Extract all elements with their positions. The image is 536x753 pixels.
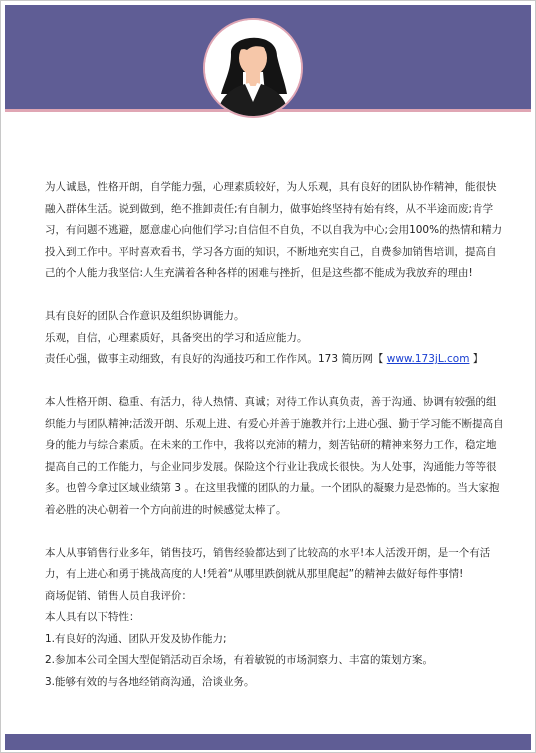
resume-body xyxy=(45,177,505,693)
ability-line-2: 乐观，自信，心理素质好，具备突出的学习和适应能力。 xyxy=(45,331,308,344)
self-evaluation-paragraph-3: 本人性格开朗、稳重、有活力，待人热情、真诚；对待工作认真负责，善于沟通、协调有较强的组织能力与团队精神;活泼开朗、乐观上进、有爱心并善于施教并行;上进心强、勤于学习能不断提高自身的能力与综合素质。在未来的工作中，我将以充沛的精力，刻苦钻研的精神来努力工作，稳定地提高自己的工作能力，与企业同步发展。保险这个行业让我成长很快。为人处事，沟通能力等等很多。也曾今拿过区域业绩第 3 。在这里我懂的团队的力量。一个团队的凝聚力是恐怖的。当大家抱着必胜的决心朝着一个方向前进的时候感觉太棒了。 xyxy=(45,396,504,516)
self-evaluation-paragraph-1: 为人诚恳，性格开朗，自学能力强，心理素质较好，为人乐观，具有良好的团队协作精神，能很快融入群体生活。说到做到，绝不推卸责任;有自制力，做事始终坚持有始有终，从不半途而废;肯学习，有问题不逃避，愿意虚心向他们学习;自信但不自负，不以自我为中心;会用100%的热情和精力投入到工作中。平时喜欢看书，学习各方面的知识，不断地充实自己，自费参加销售培训，提高自己的个人能力我坚信:人生充满着各种各样的困难与挫折，但是这些都不能成为我放弃的理由! xyxy=(45,181,503,279)
trait-item-1: 1.有良好的沟通、团队开发及协作能力; xyxy=(45,632,227,645)
ability-line-3-text: 责任心强，做事主动细致，有良好的沟通技巧和工作作风。173 简历网【 xyxy=(45,353,384,365)
ability-line-3-close: 】 xyxy=(472,353,484,365)
footer-band xyxy=(5,734,531,750)
trait-item-2: 2.参加本公司全国大型促销活动百余场，有着敏锐的市场洞察力、丰富的策划方案。 xyxy=(45,654,434,666)
ability-line-1: 具有良好的团队合作意识及组织协调能力。 xyxy=(45,310,245,322)
avatar xyxy=(203,18,303,118)
self-evaluation-paragraph-4: 本人从事销售行业多年，销售技巧，销售经验都达到了比较高的水平!本人活泼开朗，是一个有活力，有上进心和勇于挑战高度的人!凭着“从哪里跌倒就从那里爬起”的精神去做好每件事情! xyxy=(45,546,491,580)
traits-subtitle: 本人具有以下特性： xyxy=(45,611,140,623)
sales-evaluation-title: 商场促销、销售人员自我评价： xyxy=(45,589,192,602)
woman-avatar-icon xyxy=(205,20,301,116)
website-link[interactable]: www.173jL.com xyxy=(386,353,470,365)
ability-line-3 xyxy=(45,349,505,371)
trait-item-3: 3.能够有效的与各地经销商沟通，洽谈业务。 xyxy=(45,675,255,688)
